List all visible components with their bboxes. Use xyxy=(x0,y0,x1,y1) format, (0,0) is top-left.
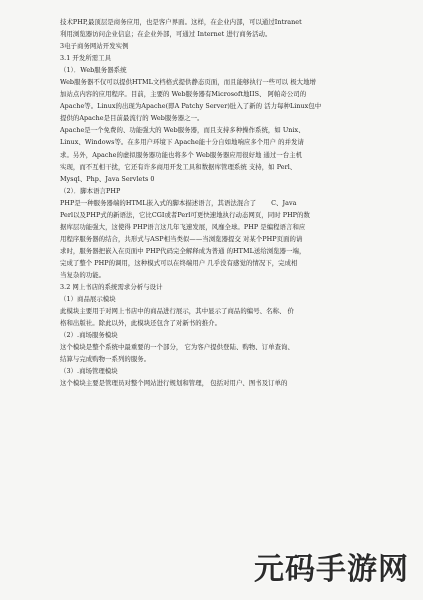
text-line: Apache等。Linux的出现为Apache(即A Patchy Server)肚入了新的 活力每种Linux包中 xyxy=(60,102,322,111)
text-line: 加站点内容的应用程序。目前，主要的 Web服务器有Microsoft地IIS、 阿帕奇公司的 xyxy=(60,90,307,99)
text-line: 求时，服务器把嵌入在页面中 PHP代码完全解释成为普通 的HTML送给浏览器一端， xyxy=(60,246,306,255)
document-body xyxy=(60,16,378,389)
text-line: 求。另外，Apache的虚拟服务器功能也将多个 Web服务器应用很好地 通过一台主机 xyxy=(60,150,303,159)
section-heading: 3.2 网上书店的系统需求分析与设计 xyxy=(60,283,163,292)
text-line: 当复杂的功能。 xyxy=(60,270,106,279)
subsection-heading: （3）.商场管理模块 xyxy=(60,367,118,376)
text-line: 此模块主要用于对网上书店中的商品进行展示，其中显示了商品的编号、名称、 价 xyxy=(60,307,294,316)
site-watermark: 元码手游网 xyxy=(254,552,409,587)
text-line: 技术PHP,最顶层是商务应用，也是客户界面。这样，在企业内部，可以通过Intranet xyxy=(60,18,302,26)
section-heading: 3.1 开发所需工具 xyxy=(60,54,112,63)
text-line: Linux、Windows等。在多用户环境下 Apache能十分自如地响应多个用户 的并发请 xyxy=(60,138,304,147)
text-line: Mysql、Php、Java Servlets 0 xyxy=(60,174,155,183)
text-line: Apache是一个免费的、功能强大的 Web服务器，而且支持多种操作系统，如 Unix、 xyxy=(60,126,305,135)
text-line: 这个模块主要是管理员对整个网站进行规划和管理， 包括对用户、图书及订单的 xyxy=(60,379,288,388)
text-line: 据库层功能强大，这使得 PHP语言这几年飞速发展，风靡全球。PHP 是编程语言和应 xyxy=(60,222,306,231)
text-line: 完成了整个 PHP的调用，这种模式可以在终端用户 几乎没有感觉的情况下，完成相 xyxy=(60,258,298,267)
text-line: Perl以及PHP式的新语法，它比CGI或者Perl可更快速地执行动态网页，同时 PHP的数 xyxy=(60,210,310,219)
text-line: 格和出版社。除此以外，此模块还包含了对新书的推介。 xyxy=(60,319,222,328)
text-line: 用程序服务器的结合，共形式与ASP相当类似——当浏览器提交 对某个PHP页面的请 xyxy=(60,234,303,243)
section-heading: 3电子商务网站开发实例 xyxy=(60,42,129,51)
subsection-heading: （1）商品展示模块 xyxy=(60,295,116,304)
subsection-heading: （1）．Web服务器系统 xyxy=(60,66,127,75)
text-line: 这个模块是整个系统中最重要的一个部分， 它为客户提供登陆、购物、订单查询、 xyxy=(60,343,294,352)
subsection-heading: （2）．脚本语言PHP xyxy=(60,186,121,195)
text-line: 实现，而不互相干扰，它还有许多商用开发工具和数据库管理系统 支持，如 Perl、 xyxy=(60,162,297,171)
subsection-heading: （2）.商场服务模块 xyxy=(60,331,118,340)
text-line: Web服务器不仅可以提供HTML文档格式提供静态页面，而且能够执行一些可以 极大地增 xyxy=(60,78,316,87)
text-line: PHP是一种服务器端的HTML嵌入式的脚本描述语言，其语法混合了 C、Java xyxy=(60,198,297,207)
text-line: 利用浏览器访问企业信息；在企业外部，可通过 Internet 进行商务活动。 xyxy=(60,30,272,39)
text-line: 结算与完成购物一系列的服务。 xyxy=(60,355,151,364)
text-line: 提供的Apache是目前最流行的 Web服务器之一。 xyxy=(60,114,204,123)
